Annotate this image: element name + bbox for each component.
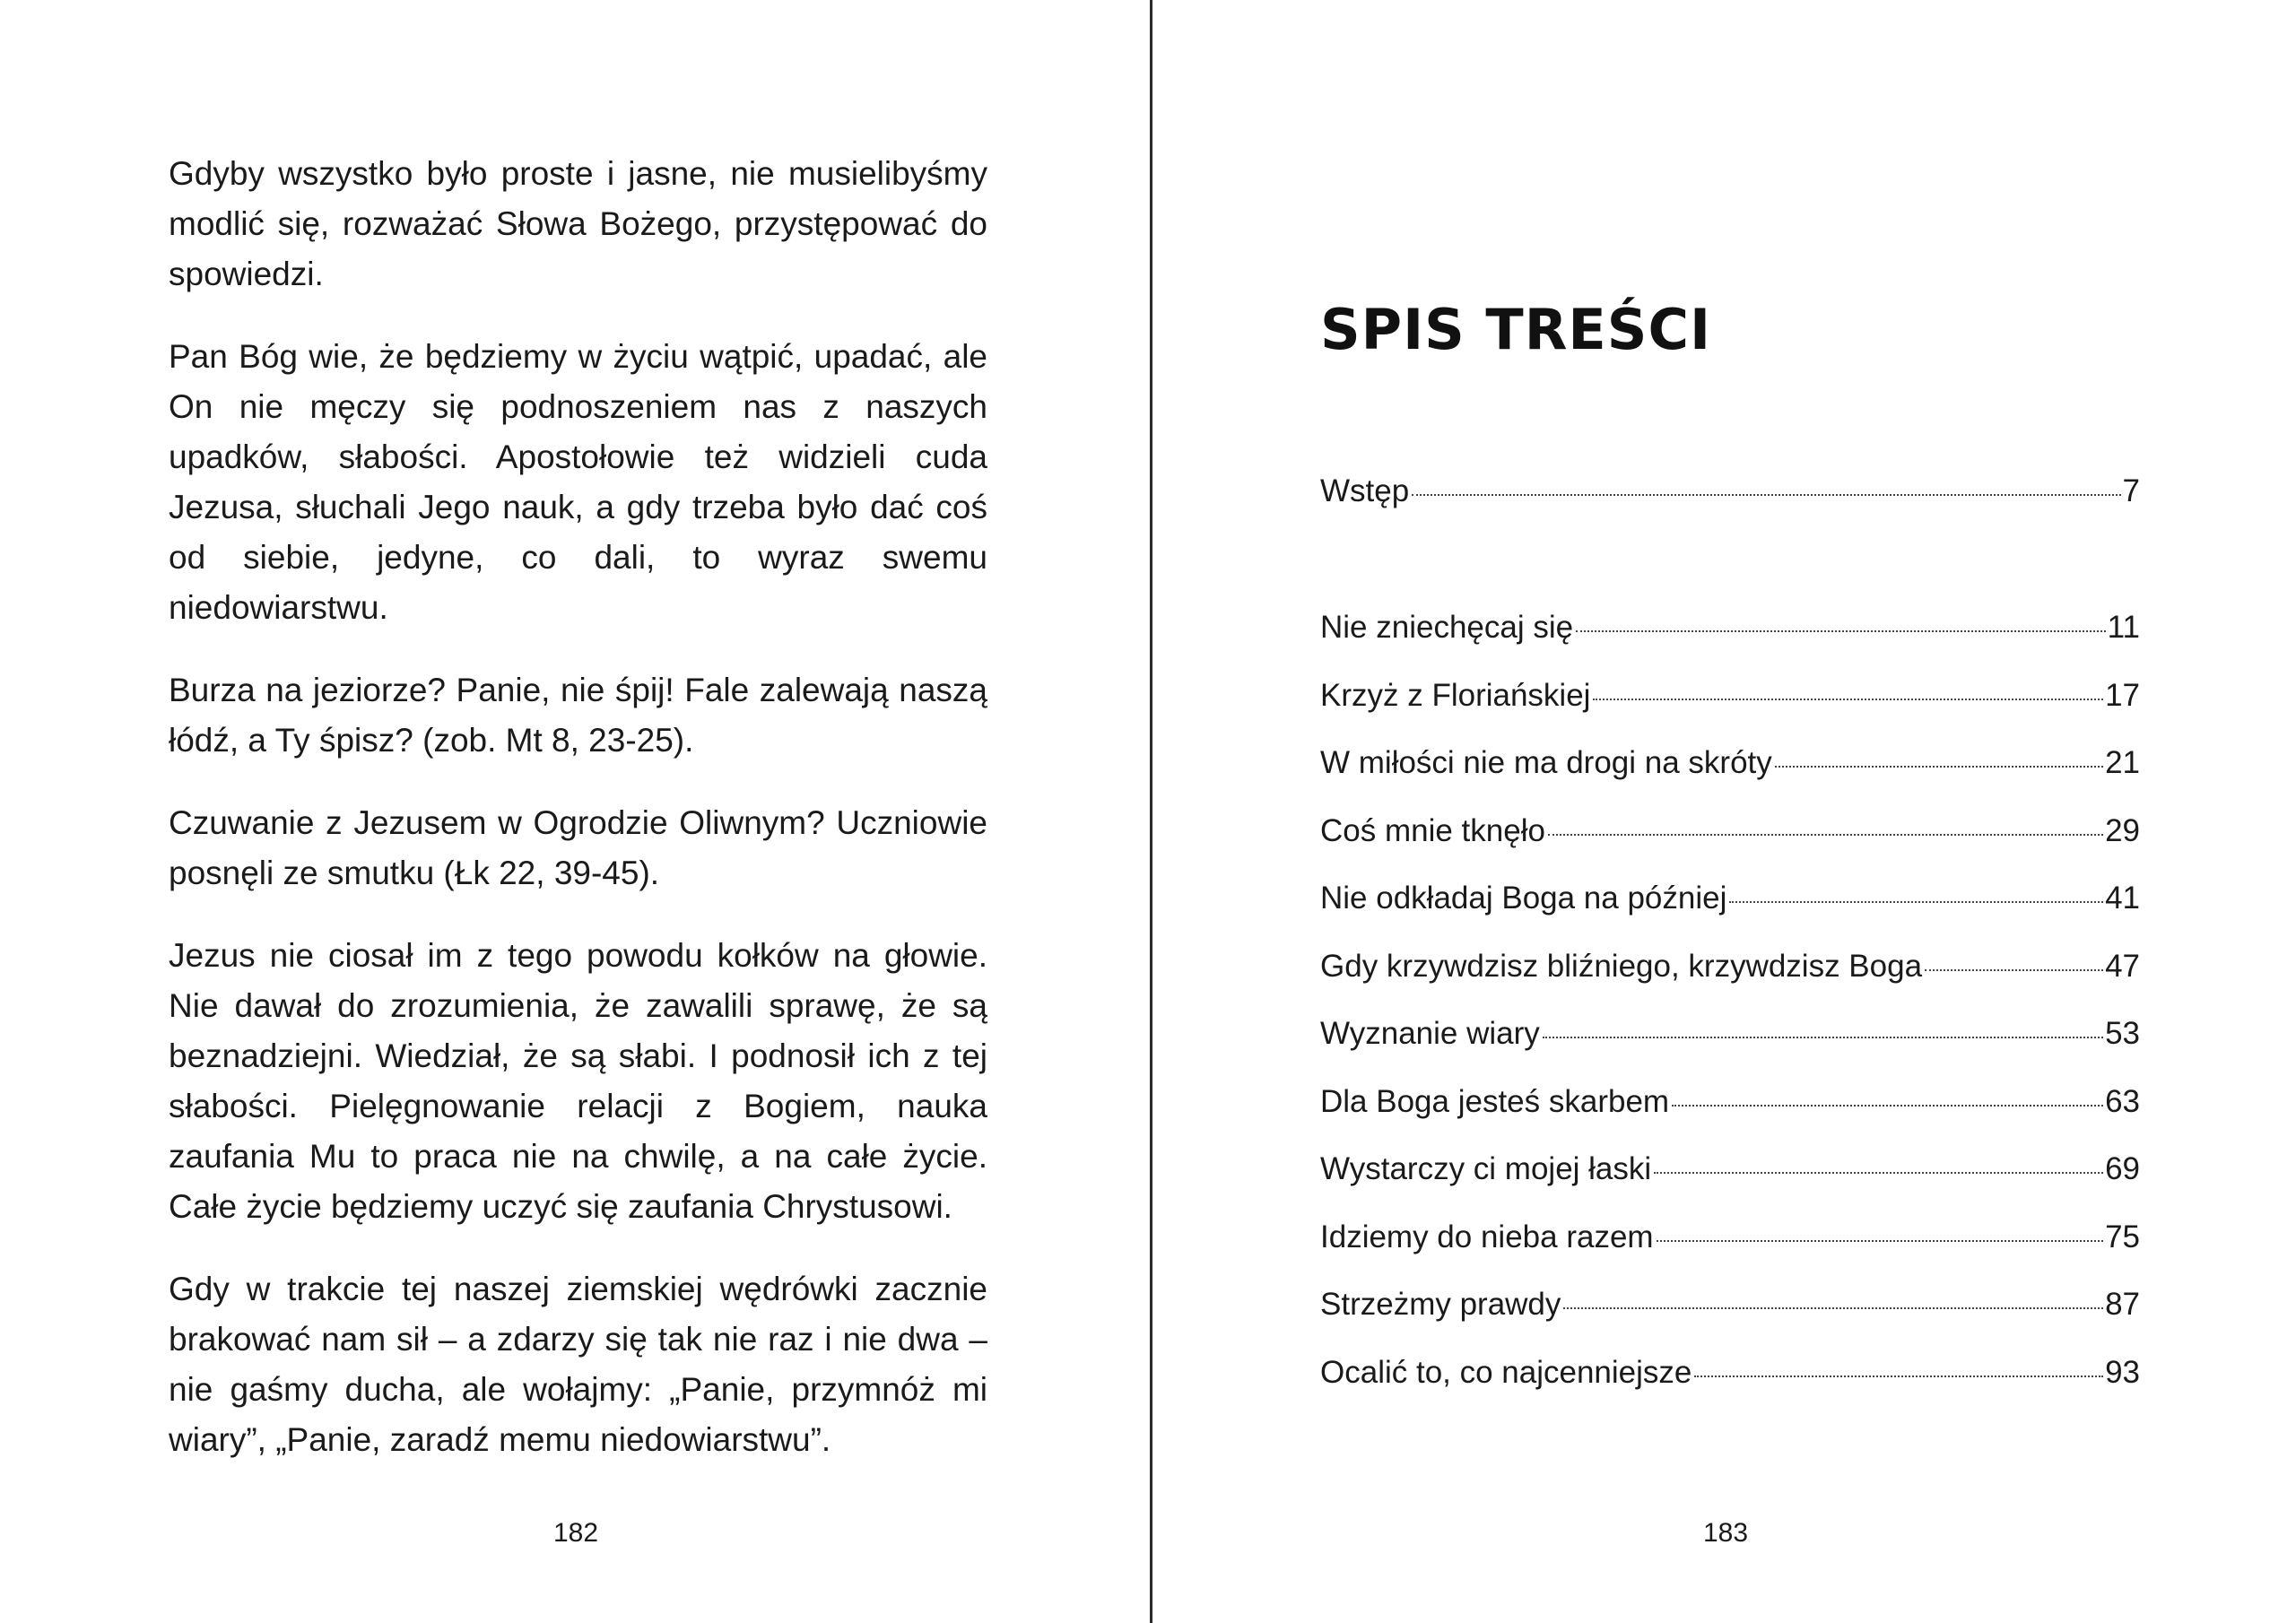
toc-entry-label: Wstęp bbox=[1320, 473, 1410, 508]
toc-entry[interactable] bbox=[1320, 742, 2140, 810]
paragraph: Gdyby wszystko było proste i jasne, nie musielibyśmy modlić się, rozważać Słowa Bożego, przystępować do spowiedzi. bbox=[169, 155, 987, 292]
toc-entry-label: Coś mnie tknęło bbox=[1320, 812, 1545, 848]
toc-entry[interactable] bbox=[1320, 1012, 2140, 1081]
toc-entry-page: 53 bbox=[2105, 1016, 2140, 1051]
toc-entry[interactable] bbox=[1320, 470, 2140, 538]
paragraph: Jezus nie ciosał im z tego powodu kołków na głowie. Nie dawał do zrozumienia, że zawalili sprawę, że są beznadziejni. Wiedział, że są słabi. I podnosił ich z tej słabości. Pielęgnowanie relacji z Bogiem, nauka zaufania Mu to praca nie na chwilę, a na całe życie. Całe życie będziemy uczyć się zaufania Chrystusowi. bbox=[169, 937, 987, 1225]
book-spine bbox=[1150, 0, 1152, 1623]
toc-leader-dots bbox=[1672, 1105, 2103, 1107]
toc-entry[interactable] bbox=[1320, 877, 2140, 945]
toc-entry-page: 63 bbox=[2105, 1083, 2140, 1119]
toc-entry-label: Nie odkładaj Boga na później bbox=[1320, 881, 1727, 916]
toc-entry-label: Gdy krzywdzisz bliźniego, krzywdzisz Boga bbox=[1320, 948, 1923, 984]
toc-entry-label: Krzyż z Floriańskiej bbox=[1320, 677, 1591, 713]
toc-leader-dots bbox=[1654, 1172, 2103, 1174]
toc-list bbox=[1320, 606, 2140, 1419]
toc-entry[interactable] bbox=[1320, 1283, 2140, 1351]
toc-entry-page: 69 bbox=[2105, 1151, 2140, 1186]
toc-entry[interactable] bbox=[1320, 606, 2140, 674]
toc-entry-label: Wystarczy ci mojej łaski bbox=[1320, 1151, 1652, 1186]
toc-entry[interactable] bbox=[1320, 674, 2140, 742]
toc-leader-dots bbox=[1729, 901, 2103, 903]
toc-leader-dots bbox=[1563, 1307, 2103, 1309]
toc-entry-page: 11 bbox=[2107, 610, 2140, 645]
paragraph: Pan Bóg wie, że będziemy w życiu wątpić, upadać, ale On nie męczy się podnoszeniem nas z naszych upadków, słabości. Apostołowie też widzieli cuda Jezusa, słuchali Jego nauk, a gdy trzeba było dać coś od siebie, jedyne, co dali, to wyraz swemu niedowiarstwu. bbox=[169, 338, 987, 626]
page-number-right: 183 bbox=[1702, 1518, 1749, 1548]
toc-leader-dots bbox=[1775, 766, 2103, 768]
toc-intro bbox=[1320, 470, 2140, 538]
toc-entry-page: 75 bbox=[2105, 1219, 2140, 1254]
toc-leader-dots bbox=[1543, 1037, 2103, 1038]
body-text bbox=[169, 149, 987, 1497]
toc-entry-label: Ocalić to, co najcenniejsze bbox=[1320, 1354, 1692, 1390]
toc-leader-dots bbox=[1694, 1376, 2103, 1377]
toc-entry-label: Strzeżmy prawdy bbox=[1320, 1287, 1561, 1322]
paragraph: Burza na jeziorze? Panie, nie śpij! Fale zalewają naszą łódź, a Ty śpisz? (zob. Mt 8, 23-25). bbox=[169, 672, 987, 759]
toc-entry-page: 17 bbox=[2105, 677, 2140, 713]
toc-leader-dots bbox=[1657, 1240, 2103, 1242]
toc-entry[interactable] bbox=[1320, 1081, 2140, 1149]
toc-entry[interactable] bbox=[1320, 810, 2140, 878]
toc-entry-page: 47 bbox=[2105, 948, 2140, 984]
toc-entry[interactable] bbox=[1320, 1216, 2140, 1284]
toc-leader-dots bbox=[1925, 969, 2103, 971]
toc-leader-dots bbox=[1412, 494, 2120, 496]
toc-leader-dots bbox=[1593, 699, 2103, 700]
paragraph: Czuwanie z Jezusem w Ogrodzie Oliwnym? Uczniowie posnęli ze smutku (Łk 22, 39-45). bbox=[169, 804, 987, 891]
toc-entry-page: 87 bbox=[2105, 1287, 2140, 1322]
toc-entry-page: 7 bbox=[2122, 473, 2140, 508]
toc-leader-dots bbox=[1576, 630, 2106, 632]
toc-entry-page: 93 bbox=[2105, 1354, 2140, 1390]
toc-entry-label: Dla Boga jesteś skarbem bbox=[1320, 1083, 1670, 1119]
paragraph: Gdy w trakcie tej naszej ziemskiej wędrówki zacznie brakować nam sił – a zdarzy się tak nie raz i nie dwa – nie gaśmy ducha, ale wołajmy: „Panie, przymnóż mi wiary”, „Panie, zaradź memu niedowiarstwu”. bbox=[169, 1271, 987, 1458]
toc-entry-page: 29 bbox=[2105, 812, 2140, 848]
right-page bbox=[1155, 0, 2296, 1623]
toc-entry[interactable] bbox=[1320, 1148, 2140, 1216]
toc-title: SPIS TREŚCI bbox=[1320, 297, 1712, 362]
toc-entry-page: 41 bbox=[2105, 881, 2140, 916]
toc-entry-page: 21 bbox=[2105, 745, 2140, 780]
toc-entry-label: W miłości nie ma drogi na skróty bbox=[1320, 745, 1772, 780]
toc-leader-dots bbox=[1548, 834, 2103, 836]
toc-entry-label: Nie zniechęcaj się bbox=[1320, 610, 1574, 645]
page-number-left: 182 bbox=[552, 1518, 599, 1548]
toc-entry-label: Idziemy do nieba razem bbox=[1320, 1219, 1654, 1254]
toc-entry[interactable] bbox=[1320, 1351, 2140, 1419]
toc-entry[interactable] bbox=[1320, 945, 2140, 1013]
toc-entry-label: Wyznanie wiary bbox=[1320, 1016, 1540, 1051]
